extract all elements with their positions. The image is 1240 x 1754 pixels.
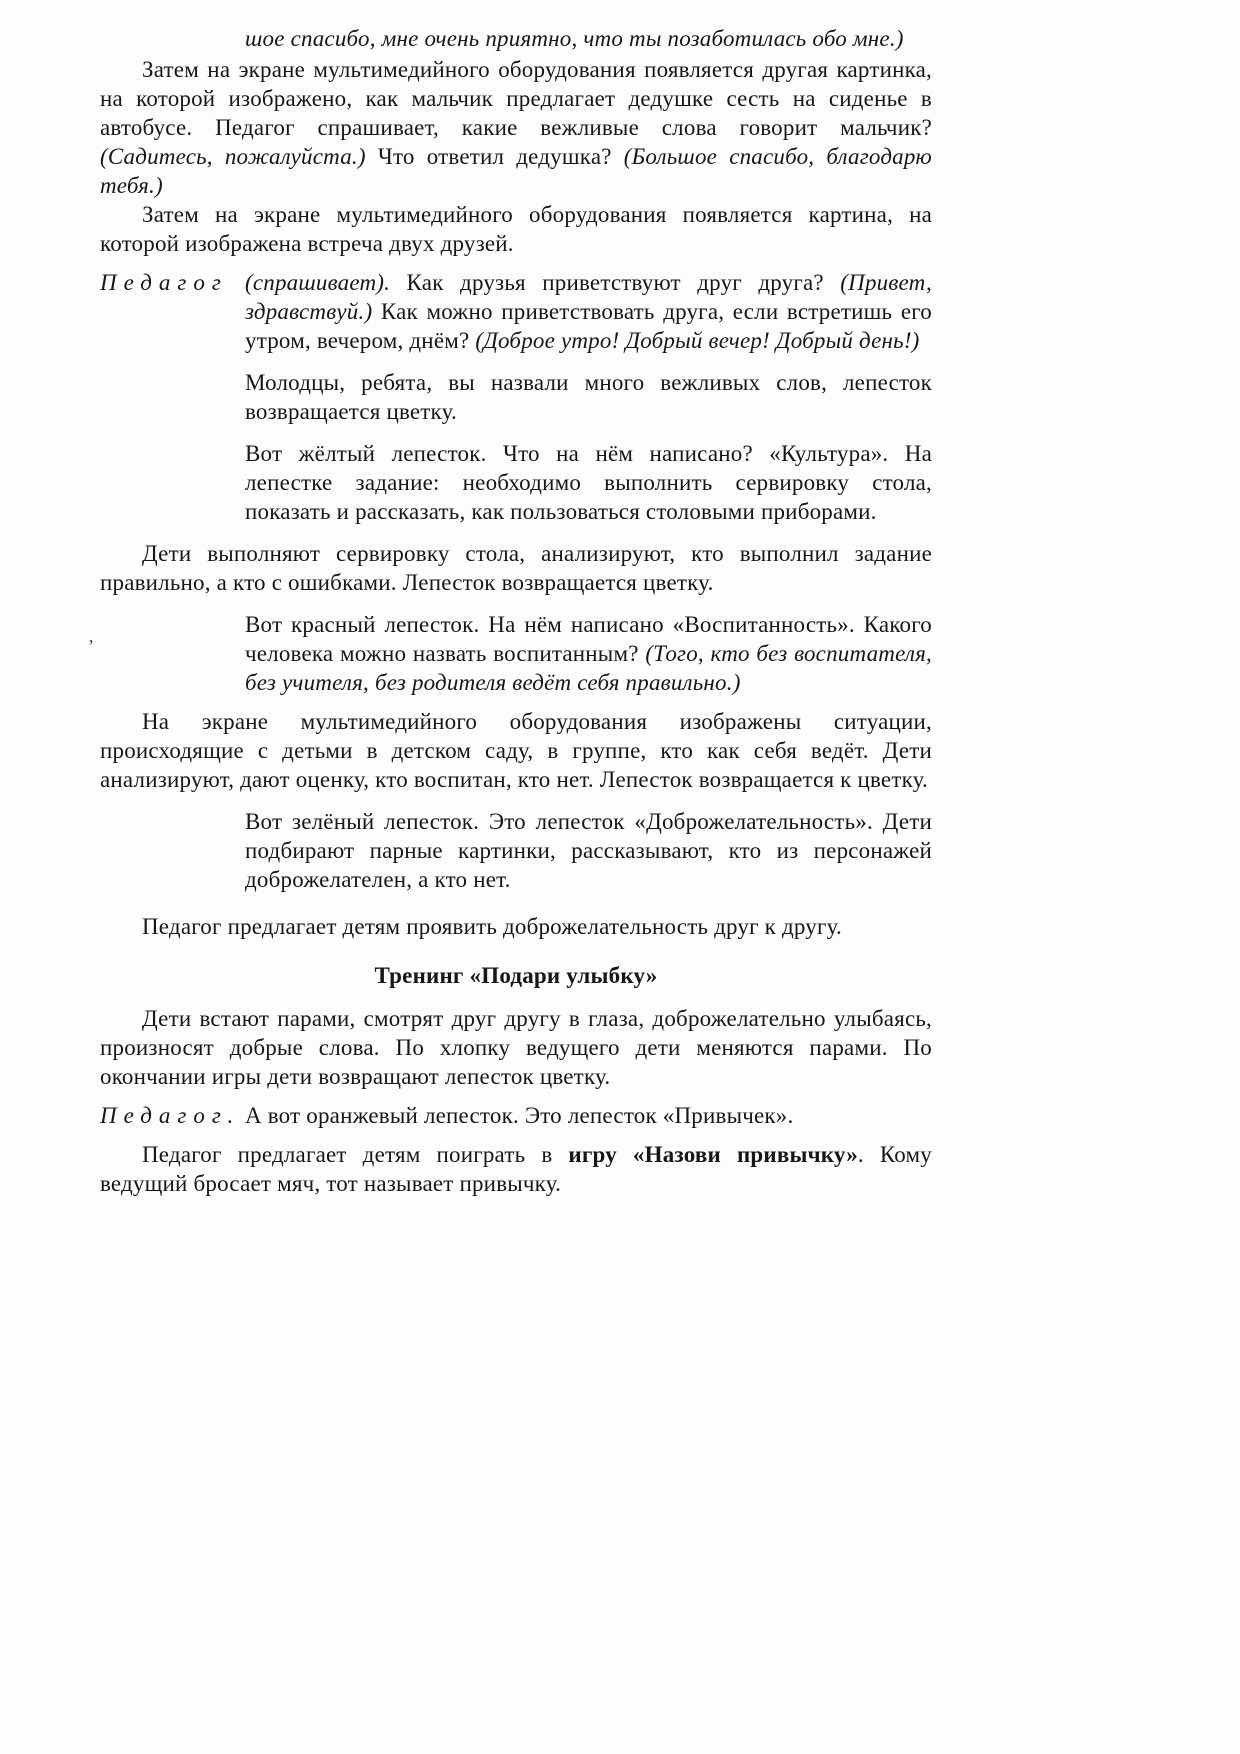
paragraph-training-description: Дети встают парами, смотрят друг другу в глаза, доброжелательно улыбаясь, произносят добрые слова. По хлопку ведущего дети меняются парами. По окончании игры дети возвращают лепесток цветку. xyxy=(100,1006,932,1089)
stage-direction-table-setting: Дети выполняют сервировку стола, анализируют, кто выполнил задание правильно, а кто с ошибками. Лепесток возвращается цветку. xyxy=(100,541,932,595)
text-run: Что ответил дедушка? xyxy=(377,144,624,169)
text-run: Затем на экране мультимедийного оборудования появляется другая картинка, на которой изображено, как мальчик предлагает дедушке сесть на сиденье в автобусе. Педагог спрашивает, какие вежливые слова говорит мальчик? xyxy=(100,57,932,140)
stage-direction-run: (спрашивает). xyxy=(245,270,391,295)
text-run: Как можно приветствовать друга, если встретишь его утром, вечером, днём? xyxy=(245,299,932,353)
italic-answer-run: (Привет, здравствуй.) xyxy=(245,270,932,324)
teacher-speech-praise: Молодцы, ребята, вы назвали много вежливых слов, лепесток возвращается цветку. xyxy=(245,370,932,424)
text-run: Педагог предлагает детям поиграть в xyxy=(142,1142,569,1167)
stage-direction-kindness: Педагог предлагает детям проявить доброжелательность друг к другу. xyxy=(142,914,842,939)
dialogue-continuation-line: шое спасибо, мне очень приятно, что ты позаботилась обо мне.) xyxy=(245,26,904,51)
text-run: Как друзья приветствуют друг друга? xyxy=(390,270,841,295)
paragraph-name-habit-game xyxy=(100,1140,932,1198)
italic-answer-run: (Доброе утро! Добрый вечер! Добрый день!) xyxy=(475,328,920,353)
italic-answer-run: (Садитесь, пожалуйста.) xyxy=(100,144,378,169)
section-heading-training: Тренинг «Подари улыбку» xyxy=(374,963,658,988)
teacher-speech-red-petal xyxy=(245,610,932,697)
italic-answer-run: (Большое спасибо, благодарю тебя.) xyxy=(100,144,932,198)
scan-artifact: ʼ xyxy=(88,636,94,656)
dialogue-teacher-greetings xyxy=(100,268,932,355)
page-text xyxy=(100,24,932,1198)
paragraph-bus-scene xyxy=(100,55,932,200)
teacher-speech-yellow-petal: Вот жёлтый лепесток. Что на нём написано? «Культура». На лепестке задание: необходимо выполнить сервировку стола, показать и рассказать, как пользоваться столовыми приборами. xyxy=(245,441,932,524)
dialogue-teacher-orange-petal xyxy=(100,1101,932,1130)
bold-game-title-run: игру «Назови привычку» xyxy=(568,1142,858,1167)
stage-direction-screen-situations: На экране мультимедийного оборудования изображены ситуации, происходящие с детьми в детском саду, в группе, кто как себя ведёт. Дети анализируют, дают оценку, кто воспитан, кто нет. Лепесток возвращается к цветку. xyxy=(100,709,932,792)
text-run: А вот оранжевый лепесток. Это лепесток «Привычек». xyxy=(245,1103,794,1128)
speaker-label: Педагог xyxy=(100,270,228,295)
teacher-speech-green-petal: Вот зелёный лепесток. Это лепесток «Доброжелательность». Дети подбирают парные картинки, рассказывают, кто из персонажей доброжелателен, а кто нет. xyxy=(245,809,932,892)
speaker-label: Педагог. xyxy=(100,1103,241,1128)
paragraph-friends-meeting: Затем на экране мультимедийного оборудования появляется картина, на которой изображена встреча двух друзей. xyxy=(100,202,932,256)
text-run: Вот красный лепесток. На нём написано «Воспитанность». Какого человека можно назвать воспитанным? xyxy=(245,612,932,666)
text-run: . Кому ведущий бросает мяч, тот называет привычку. xyxy=(100,1142,932,1196)
italic-answer-run: (Того, кто без воспитателя, без учителя, без родителя ведёт себя правильно.) xyxy=(245,641,932,695)
